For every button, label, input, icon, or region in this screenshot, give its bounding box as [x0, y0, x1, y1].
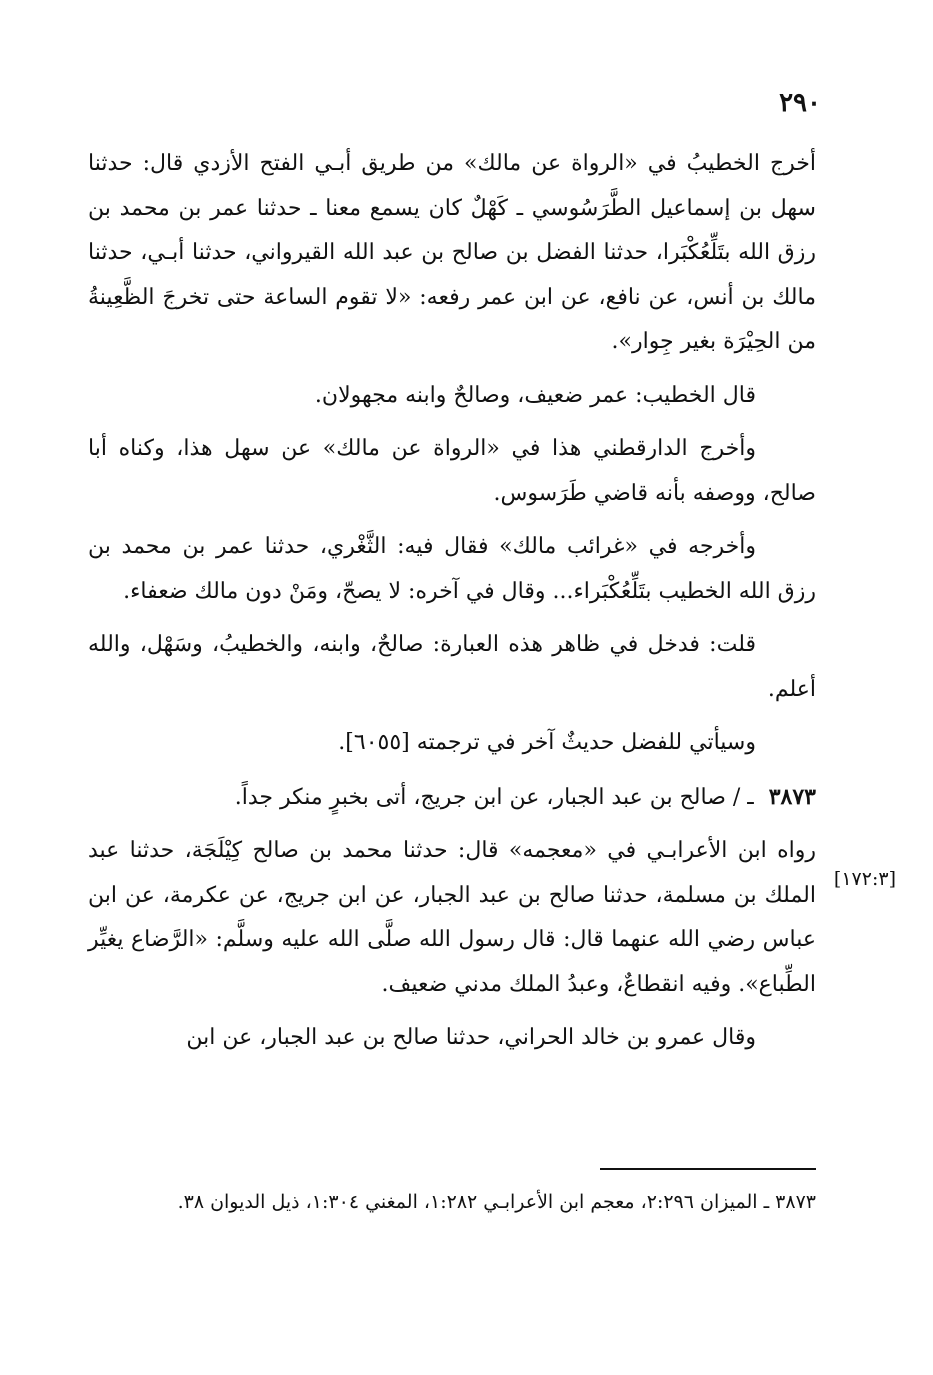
entry-last-paragraph: وقال عمرو بن خالد الحراني، حدثنا صالح بن عبد الجبار، عن ابن: [186, 1025, 756, 1050]
entry-narration: رواه ابن الأعرابـي في «معجمه» قال: حدثنا محمد بن صالح كِيْلَجَة، حدثنا عبد الملك بن مسلمة، حدثنا صالح بن عبد الجبار، عن ابن جريج، عن عكرمة، عن ابن عباس رضي الله عنهما قال: قال رسول الله صلَّى الله عليه وسلَّم: «الرَّضاع يغيِّر الطِّباع». وفيه انقطاعٌ، وعبدُ الملك مدني ضعيف.: [88, 838, 816, 997]
main-text: [88, 142, 816, 1070]
page-number: ٢٩٠: [779, 88, 821, 118]
entry-number: ٣٨٧٣: [768, 783, 816, 810]
paragraph-gharaib-malik: وأخرجه في «غرائب مالك» فقال فيه: الثَّغْري، حدثنا عمر بن محمد بن رزق الله الخطيب بتَلِّعُكْبَراء... وقال في آخره: لا يصحّ، ومَنْ دون مالك ضعفاء.: [88, 534, 816, 604]
biography-entry: [88, 775, 816, 821]
entry-heading-text: ـ / صالح بن عبد الجبار، عن ابن جريج، أتى بخبرٍ منكر جداً.: [234, 784, 754, 810]
footnote-divider: [600, 1168, 816, 1170]
paragraph-khatib-verdict: قال الخطيب: عمر ضعيف، وصالحٌ وابنه مجهولان.: [314, 382, 756, 408]
paragraph-khatib-narration: أخرج الخطيبُ في «الرواة عن مالك» من طريق أبـي الفتح الأزدي قال: حدثنا سهل بن إسماعيل الطَّرَسُوسي ـ كَهْلٌ كان يسمع معنا ـ حدثنا عمر بن محمد بن رزق الله بتَلِّعُكْبَرا، حدثنا الفضل بن صالح بن عبد الله القيرواني، حدثنا أبـي، حدثنا مالك بن أنس، عن نافع، عن ابن عمر رفعه: «لا تقوم الساعة حتى تخرجَ الظَّعِينةُ من الحِيْرَة بغير جِوار».: [88, 151, 817, 354]
paragraph-daraqutni-narration: وأخرج الدارقطني هذا في «الرواة عن مالك» عن سهل هذا، وكناه أبا صالح، ووصفه بأنه قاضي طَرَسوس.: [88, 436, 816, 506]
margin-reference: [١٧٢:٣]: [833, 868, 896, 890]
paragraph-cross-reference: وسيأتي للفضل حديثٌ آخر في ترجمته [٦٠٥٥].: [338, 730, 756, 755]
paragraph-author-comment: قلت: فدخل في ظاهر هذه العبارة: صالحٌ، وابنه، والخطيبُ، وسَهْل، والله أعلم.: [88, 632, 816, 702]
footnote: ٣٨٧٣ ـ الميزان ٢:٢٩٦، معجم ابن الأعرابـي ١:٢٨٢، المغني ١:٣٠٤، ذيل الديوان ٣٨.: [177, 1191, 816, 1213]
